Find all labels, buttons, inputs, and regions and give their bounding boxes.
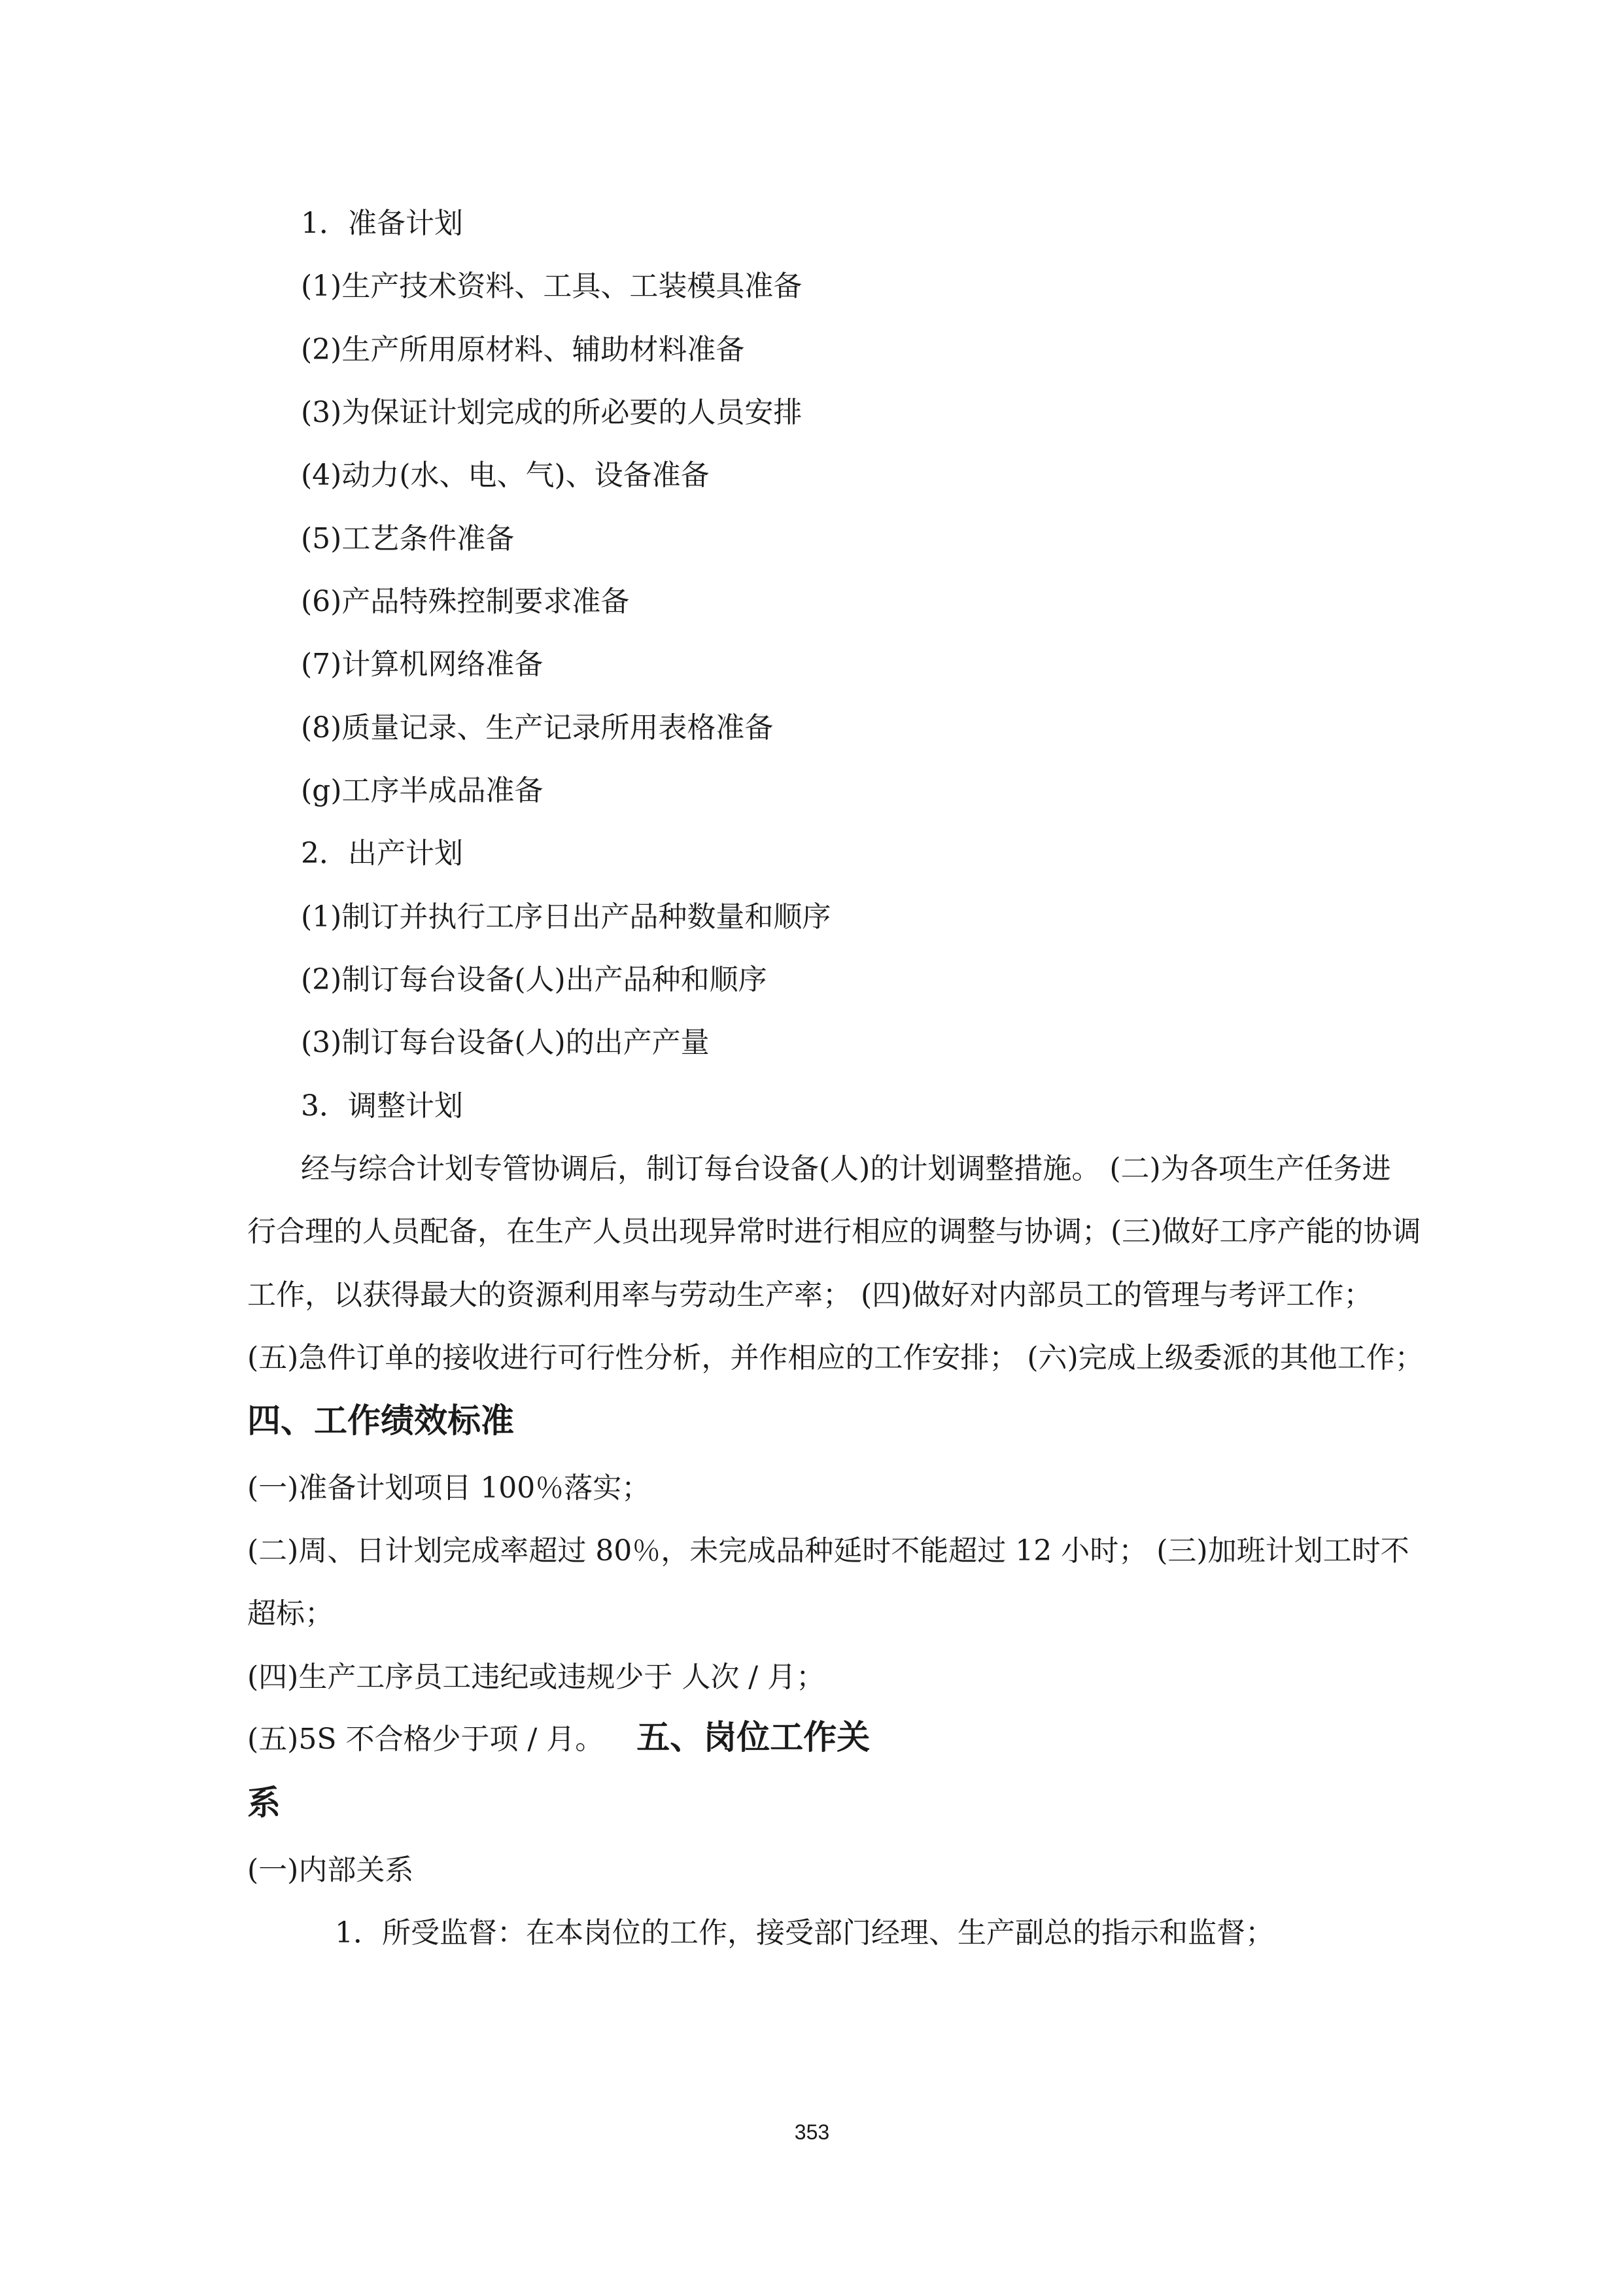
item-adjust-plan: 3．调整计划 [301,1089,463,1123]
section-heading-5: 五、岗位工作关 [636,1719,871,1757]
prep-item-5: (5)工艺条件准备 [301,522,515,555]
prep-item-9: (g)工序半成品准备 [301,774,544,807]
standard-item-5-text: (五)5S 不合格少于项 / 月。 [247,1723,604,1756]
paragraph-line-1: 经与综合计划专管协调后，制订每台设备(人)的计划调整措施。 (二)为各项生产任务进 [301,1152,1391,1185]
internal-relations: (一)内部关系 [247,1853,414,1887]
paragraph-line-2: 行合理的人员配备，在生产人员出现异常时进行相应的调整与协调；(三)做好工序产能的协调 [247,1215,1421,1248]
prep-item-8: (8)质量记录、生产记录所用表格准备 [301,711,774,745]
page-number: 353 [794,2120,830,2144]
prep-item-4: (4)动力(水、电、气)、设备准备 [301,459,710,492]
prep-item-2: (2)生产所用原材料、辅助材料准备 [301,333,745,366]
prep-item-7: (7)计算机网络准备 [301,648,544,681]
prep-item-1: (1)生产技术资料、工具、工装模具准备 [301,270,803,303]
standard-item-2: (二)周、日计划完成率超过 80％，未完成品种延时不能超过 12 小时； (三)加班计划工时不 [247,1534,1409,1568]
standard-item-1: (一)准备计划项目 100％落实； [247,1471,651,1505]
standard-item-2-cont: 超标； [247,1597,334,1630]
output-item-3: (3)制订每台设备(人)的出产产量 [301,1026,710,1059]
section-heading-4: 四、工作绩效标准 [247,1402,515,1441]
prep-item-6: (6)产品特殊控制要求准备 [301,585,630,618]
prep-item-3: (3)为保证计划完成的所必要的人员安排 [301,396,803,429]
supervision-item: 1．所受监督：在本岗位的工作，接受部门经理、生产副总的指示和监督； [335,1916,1274,1950]
paragraph-line-3: 工作，以获得最大的资源利用率与劳动生产率； (四)做好对内部员工的管理与考评工作； [247,1278,1373,1312]
paragraph-line-4: (五)急件订单的接收进行可行性分析，并作相应的工作安排； (六)完成上级委派的其他工作； [247,1341,1424,1375]
output-item-2: (2)制订每台设备(人)出产品种和顺序 [301,963,767,996]
item-output-plan: 2．出产计划 [301,837,463,870]
section-heading-5-cont: 系 [247,1784,281,1823]
standard-item-4: (四)生产工序员工违纪或违规少于 人次 / 月； [247,1660,825,1694]
standard-item-5 [247,1719,870,1759]
output-item-1: (1)制订并执行工序日出产品种数量和顺序 [301,900,831,934]
item-prep-plan: 1．准备计划 [301,207,463,240]
